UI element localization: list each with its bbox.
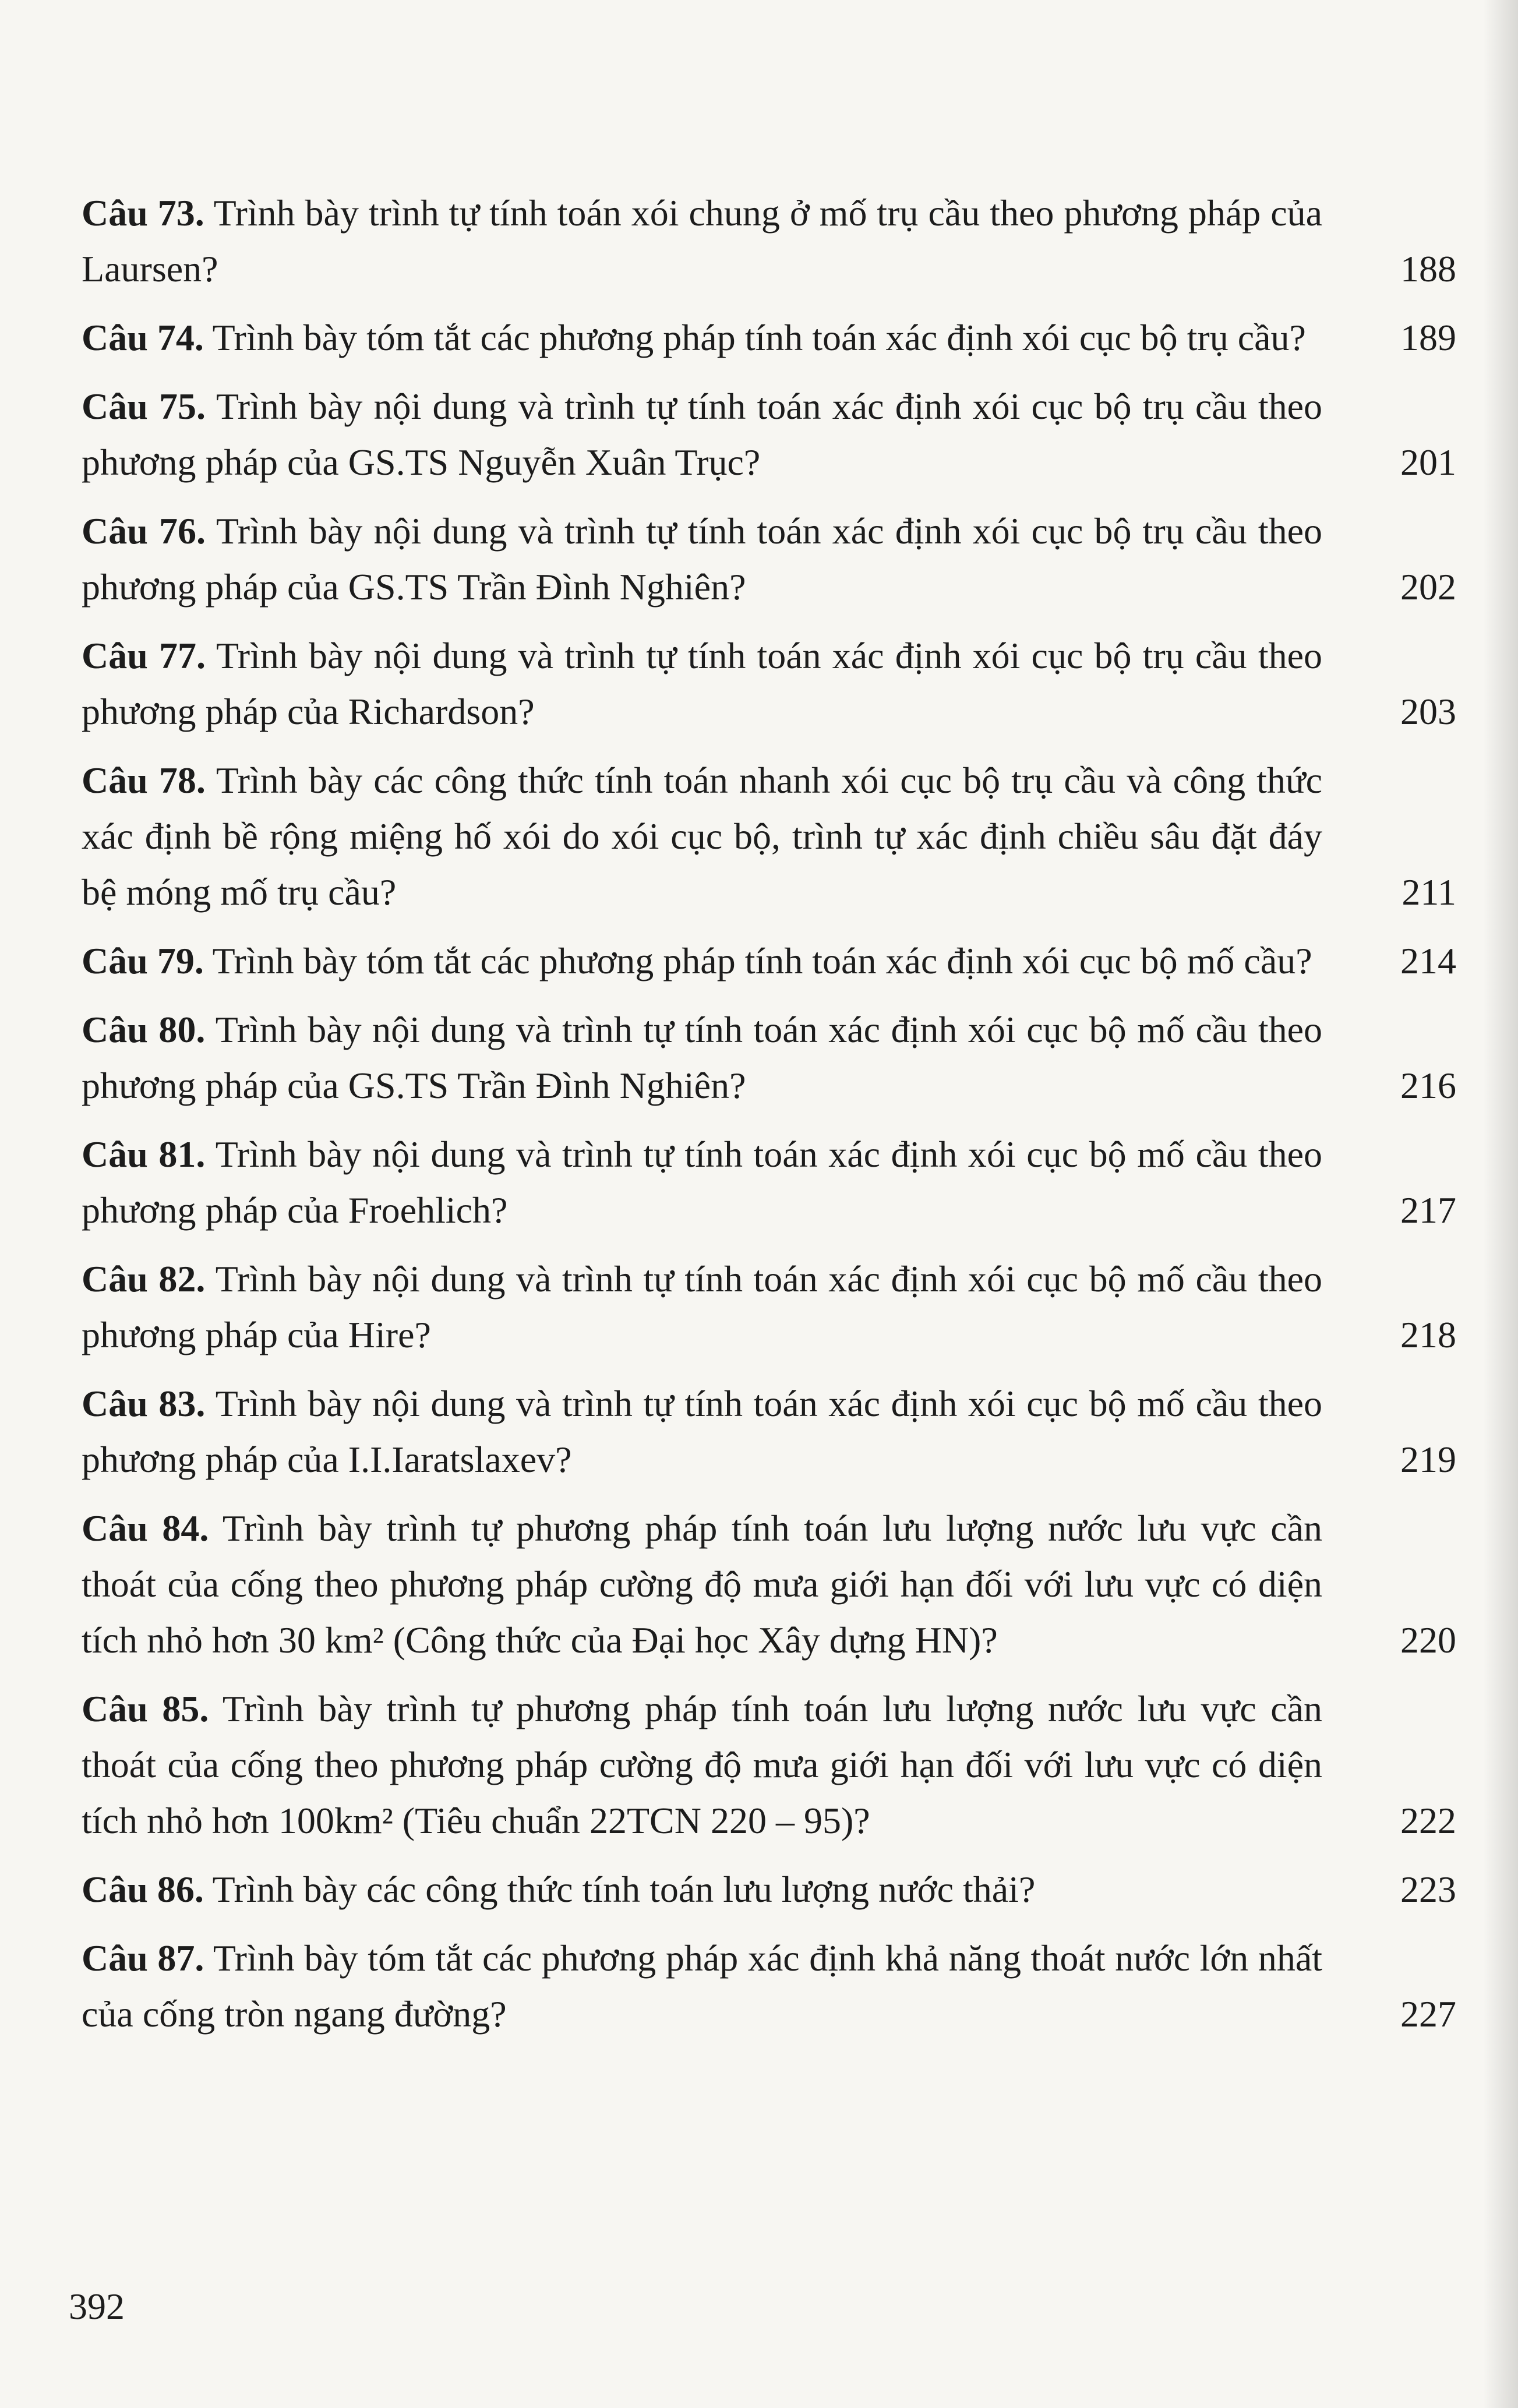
question-text: Trình bày nội dung và trình tự tính toán xác định xói cục bộ mố cầu theo phương pháp của I.I.Iaratslaxev? — [82, 1383, 1323, 1480]
toc-entry — [82, 753, 1456, 920]
question-label: Câu 78. — [82, 760, 206, 801]
question-text: Trình bày nội dung và trình tự tính toán xác định xói cục bộ trụ cầu theo phương pháp của Richardson? — [82, 635, 1323, 732]
toc-entry — [82, 310, 1456, 366]
toc-entry — [82, 503, 1456, 615]
question-label: Câu 87. — [82, 1937, 204, 1979]
page-ref: 227 — [1400, 1993, 1456, 2035]
question-label: Câu 74. — [82, 317, 204, 358]
page-ref: 218 — [1400, 1314, 1456, 1355]
question-label: Câu 77. — [82, 635, 206, 676]
toc-entry — [82, 628, 1456, 740]
toc-entry — [82, 185, 1456, 297]
toc-entry — [82, 1002, 1456, 1114]
toc-entry — [82, 1930, 1456, 2042]
page-ref: 217 — [1400, 1189, 1456, 1231]
question-label: Câu 79. — [82, 940, 204, 981]
question-label: Câu 73. — [82, 192, 204, 234]
toc-entry — [82, 1251, 1456, 1363]
question-label: Câu 84. — [82, 1507, 209, 1549]
question-text: Trình bày trình tự phương pháp tính toán lưu lượng nước lưu vực cần thoát của cống theo phương pháp cường độ mưa giới hạn đối với lưu vực có diện tích nhỏ hơn 30 km² (Công thức của Đại học Xây dựng HN)? — [82, 1507, 1323, 1661]
table-of-contents — [82, 185, 1456, 2055]
toc-entry — [82, 1862, 1456, 1918]
page-ref: 188 — [1400, 248, 1456, 289]
question-label: Câu 75. — [82, 386, 206, 427]
page-number: 392 — [69, 2286, 125, 2327]
question-text: Trình bày nội dung và trình tự tính toán xác định xói cục bộ trụ cầu theo phương pháp của GS.TS Nguyễn Xuân Trục? — [82, 386, 1323, 483]
question-label: Câu 83. — [82, 1383, 206, 1424]
page-ref: 211 — [1401, 871, 1456, 913]
question-text: Trình bày các công thức tính toán lưu lượng nước thải? — [212, 1869, 1036, 1910]
page-ref: 216 — [1400, 1065, 1456, 1106]
toc-entry — [82, 933, 1456, 989]
question-text: Trình bày nội dung và trình tự tính toán xác định xói cục bộ trụ cầu theo phương pháp của GS.TS Trần Đình Nghiên? — [82, 510, 1323, 608]
page-ref: 202 — [1400, 566, 1456, 608]
page-ref: 222 — [1400, 1800, 1456, 1841]
question-text: Trình bày tóm tắt các phương pháp xác định khả năng thoát nước lớn nhất của cống tròn ngang đường? — [82, 1937, 1323, 2035]
page-ref: 220 — [1400, 1619, 1456, 1661]
question-text: Trình bày các công thức tính toán nhanh xói cục bộ trụ cầu và công thức xác định bề rộng miệng hố xói do xói cục bộ, trình tự xác định chiều sâu đặt đáy bệ móng mố trụ cầu? — [82, 760, 1323, 913]
page-edge-shadow — [1483, 0, 1518, 2408]
page-ref: 223 — [1400, 1869, 1456, 1910]
question-text: Trình bày trình tự phương pháp tính toán lưu lượng nước lưu vực cần thoát của cống theo phương pháp cường độ mưa giới hạn đối với lưu vực có diện tích nhỏ hơn 100km² (Tiêu chuẩn 22TCN 220 – 95)? — [82, 1688, 1323, 1841]
question-text: Trình bày nội dung và trình tự tính toán xác định xói cục bộ mố cầu theo phương pháp của GS.TS Trần Đình Nghiên? — [82, 1009, 1323, 1106]
question-label: Câu 80. — [82, 1009, 206, 1050]
question-text: Trình bày nội dung và trình tự tính toán xác định xói cục bộ mố cầu theo phương pháp của Froehlich? — [82, 1134, 1323, 1231]
toc-entry — [82, 1500, 1456, 1668]
page-ref: 203 — [1400, 691, 1456, 732]
toc-entry — [82, 1681, 1456, 1849]
question-text: Trình bày trình tự tính toán xói chung ở mố trụ cầu theo phương pháp của Laursen? — [82, 192, 1323, 289]
question-label: Câu 76. — [82, 510, 206, 552]
page-ref: 189 — [1400, 317, 1456, 358]
question-label: Câu 81. — [82, 1134, 206, 1175]
question-text: Trình bày tóm tắt các phương pháp tính toán xác định xói cục bộ trụ cầu? — [212, 317, 1306, 358]
toc-entry — [82, 1376, 1456, 1488]
question-label: Câu 82. — [82, 1258, 206, 1300]
toc-entry — [82, 379, 1456, 490]
toc-entry — [82, 1127, 1456, 1238]
question-text: Trình bày tóm tắt các phương pháp tính toán xác định xói cục bộ mố cầu? — [212, 940, 1312, 981]
page-ref: 214 — [1400, 940, 1456, 981]
page-ref: 219 — [1400, 1439, 1456, 1480]
question-label: Câu 85. — [82, 1688, 209, 1729]
page-ref: 201 — [1400, 442, 1456, 483]
question-text: Trình bày nội dung và trình tự tính toán xác định xói cục bộ mố cầu theo phương pháp của Hire? — [82, 1258, 1323, 1355]
question-label: Câu 86. — [82, 1869, 204, 1910]
